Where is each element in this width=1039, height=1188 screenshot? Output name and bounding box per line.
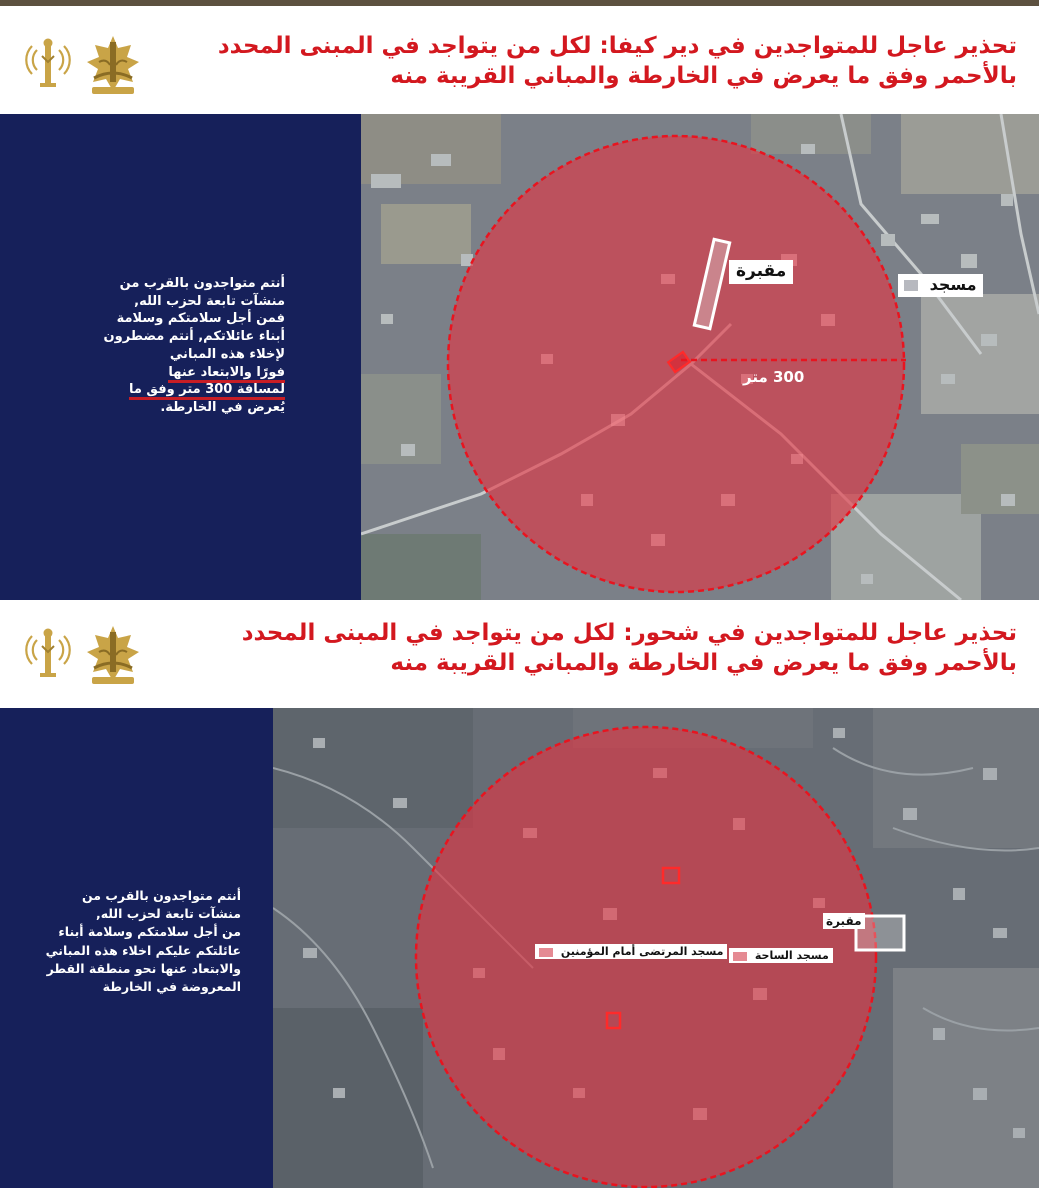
mosque-label [898,274,983,297]
cemetery-label: مقبرة [823,913,865,929]
panel-line: يُعرض في الخارطة. [160,399,285,415]
panel-line: فمن أجل سلامتكم وسلامة [116,311,285,327]
panel-line: أنتم متواجدون بالقرب من [119,276,285,291]
mosque-label-2 [729,948,833,963]
warning-title-2: تحذير عاجل للمتواجدين في شحور: لكل من يتواجد في المبنى المحدد بالأحمر وفق ما يعرض في الخارطة والمباني القريبة منه [241,620,1017,676]
idf-emblem-icon [80,32,146,98]
intelligence-unit-emblem-icon [22,34,74,94]
mosque-legend-swatch [904,280,918,291]
satellite-map-1 [361,114,1039,600]
mosque-label-text: مسجد الساحة [754,949,829,962]
panel-text-2 [21,887,241,996]
panel-line [85,381,285,399]
warning-header-2 [0,600,1039,708]
panel-line: المعروضة في الخارطة [102,979,241,995]
panel-line: أنتم متواجدون بالقرب من [82,888,241,903]
panel-line: عائلتكم عليكم اخلاء هذه المباني [45,942,241,958]
panel-line: لإخلاء هذه المباني [169,346,285,362]
cemetery-label: مقبرة [729,260,793,284]
map-imagery-1 [361,114,1039,600]
panel-line: أبناء عائلاتكم, أنتم مضطرون [103,329,285,345]
mosque-legend-swatch [733,952,747,961]
panel-line-underlined: فورًا والابتعاد عنها [168,365,285,383]
intelligence-unit-emblem-icon [22,624,74,684]
satellite-map-2 [273,708,1039,1188]
panel-line: منشآت تابعة لحزب الله, [95,906,241,922]
mosque-label-text: مسجد [929,275,977,294]
panel-line: والابتعاد عنها نحو منطقة القطر [46,960,241,976]
panel-text-1 [85,275,285,417]
mosque-label-1 [535,944,727,959]
panel-line: منشآت تابعة لحزب الله, [134,293,285,309]
panel-line: من أجل سلامتكم وسلامة أبناء [58,924,241,940]
panel-line [85,364,285,382]
warning-header-1 [0,6,1039,114]
mosque-legend-swatch [539,948,553,957]
warning-title-1: تحذير عاجل للمتواجدين في دير كيفا: لكل من يتواجد في المبنى المحدد بالأحمر وفق ما يعرض في الخارطة والمباني القريبة منه [217,33,1017,89]
info-panel-2 [0,708,273,1188]
idf-emblem-icon [80,622,146,688]
panel-line-underlined: لمسافة 300 متر وفق ما [129,382,285,400]
info-panel-1 [0,114,361,600]
mosque-label-text: مسجد المرتضى أمام المؤمنين [560,945,724,958]
radius-label: 300 متر [743,368,805,386]
